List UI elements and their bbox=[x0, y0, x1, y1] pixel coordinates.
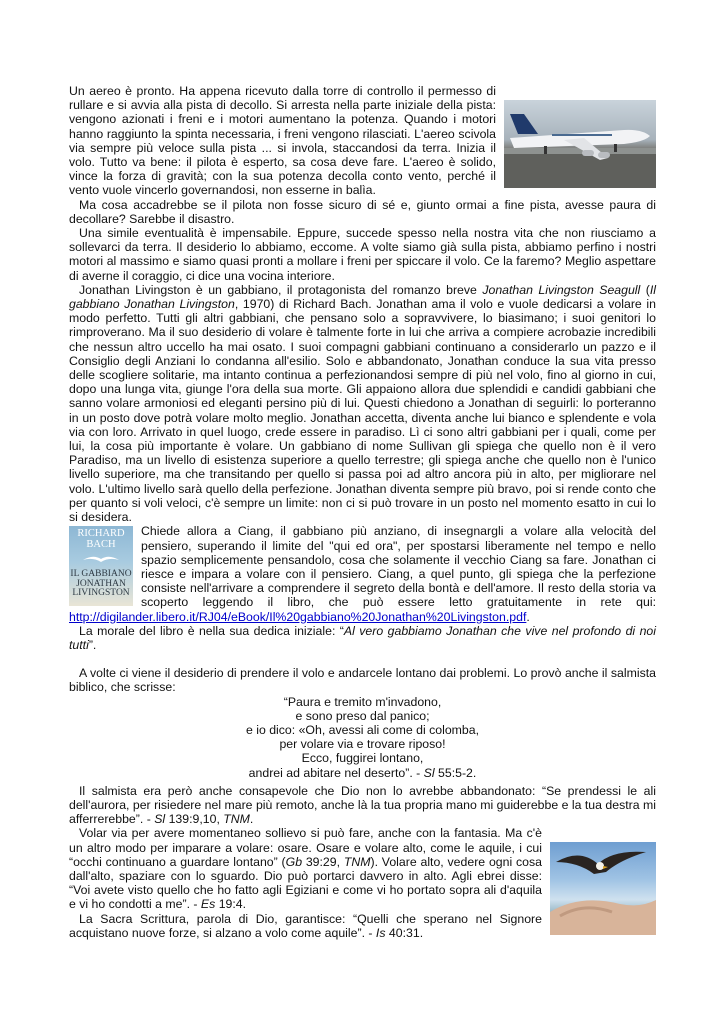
document-page bbox=[69, 84, 656, 940]
poem-line-last: andrei ad abitare nel deserto”. - Sl 55:5-2. bbox=[248, 765, 477, 780]
paragraph-10: La Sacra Scrittura, parola di Dio, garantisce: “Quelli che sperano nel Signore acquistano nuove forze, si alzano a volo come aquile”. - Is 40:31. bbox=[69, 911, 542, 940]
paragraph-3: Una simile eventualità è impensabile. Eppure, succede spesso nella nostra vita che non riusciamo a sollevarci da terra. Il desiderio lo abbiamo, eccome. A volte siamo già sulla pista, abbiamo perfino i nostri motori al massimo e siamo quasi pronti a mollare i freni per spiccare il volo. Ce la faremo? Meglio aspettare di averne il coraggio, ci dice una vocina interiore. bbox=[69, 226, 656, 283]
ebook-link[interactable]: http://digilander.libero.it/RJ04/eBook/Il%20gabbiano%20Jonathan%20Livingston.pdf bbox=[69, 609, 527, 624]
poem-line: e sono preso dal panico; bbox=[295, 708, 430, 723]
psalm-quote bbox=[69, 695, 656, 780]
paragraph-1: Un aereo è pronto. Ha appena ricevuto dalla torre di controllo il permesso di rullare e si avvia alla pista di decollo. Si arresta nella parte iniziale della pista: vengono azionati i freni e i motori aumentano la potenza. Quando i motori hanno raggiunto la spinta necessaria, i freni vengono rilasciati. L'aereo scivola via sempre più veloce sulla pista ... si invola, staccandosi da terra. Inizia il volo. Tutto va bene: il pilota è esperto, sa cosa deve fare. L'aereo è solido, vince la forza di gravità; con la sua potenza decolla conto vento, perché il vento vuole vincerlo governandosi, non esserne in balìa. bbox=[69, 84, 496, 198]
poem-line: e io dico: «Oh, avessi ali come di colomba, bbox=[245, 722, 480, 737]
paragraph-4: Jonathan Livingston è un gabbiano, il protagonista del romanzo breve Jonathan Livingston Seagull (Il gabbiano Jonathan Livingston, 1970) di Richard Bach. Jonathan ama il volo e vuole dedicarsi a volare in modo perfetto. Tutti gli altri gabbiani, che pensano solo a sopravvivere, lo biasimano; i suoi genitori lo rimproverano. Ma il suo desiderio di volare è talmente forte in lui che arriva a compiere acrobazie incredibili che nessun altro uccello ha mai osato. I suoi compagni gabbiani continuano a considerarlo un pazzo e il Consiglio degli Anziani lo condanna all'esilio. Solo e abbandonato, Jonathan conduce la sua vita presso delle scogliere solitarie, ma intanto continua a perfezionandosi sempre di più nel volo, fino al giorno in cui, dopo una lunga vita, giunge l'ora della sua morte. Gli appaiono allora due splendidi e candidi gabbiani che sanno volare armoniosi ed eleganti persino più di lui. Questi chiedono a Jonathan di seguirli: lo porteranno in un posto dove potrà volare molto meglio. Jonathan accetta, diventa anche lui bianco e splendente e vola via con loro. Arrivato in quel luogo, crede essere in paradiso. Lì ci sono altri gabbiani per i quali, come per lui, la cosa più importante è volare. Un gabbiano di nome Sullivan gli spiega che quello non è il vero Paradiso, ma un livello di esistenza superiore a quello terrestre; gli spiega anche che quello non è l'unico livello superiore, ma che transitando per quello si passa poi ad altro ancora più in alto, per migliorare nel volo. L'ultimo livello sarà quello della perfezione. Jonathan diventa sempre più bravo, poi si rende conto che per quanto si voli veloci, c'è sempre un limite: non ci si può trovare in un posto nel momento esatto in cui lo si desidera. bbox=[69, 282, 656, 525]
poem-line: “Paura e tremito m'invadono, bbox=[283, 694, 442, 709]
paragraph-7: A volte ci viene il desiderio di prendere il volo e andarcele lontano dai problemi. Lo provò anche il salmista biblico, che scrisse: bbox=[69, 666, 656, 695]
book-cover-title: IL GABBIANO JONATHAN LIVINGSTON bbox=[70, 569, 132, 599]
paragraph-6: La morale del libro è nella sua dedica iniziale: “Al vero gabbiamo Jonathan che vive nel profondo di noi tutti”. bbox=[69, 623, 656, 652]
paragraph-2: Ma cosa accadrebbe se il pilota non fosse sicuro di sé e, giunto ormai a fine pista, avesse paura di decollare? Sarebbe il disastro. bbox=[69, 197, 656, 226]
eagle-photo bbox=[550, 842, 656, 935]
book-cover-image bbox=[69, 526, 133, 606]
paragraph-5: Chiede allora a Ciang, il gabbiano più anziano, di insegnargli a volare alla velocità del pensiero, superando il limite del "qui ed ora", per spostarsi liberamente nel tempo e nello spazio semplicemente pensandolo, cosa che solamente il vecchio Ciang sa fare. Jonathan ci riesce e impara a volare con il pensiero. Ciang, a quel punto, gli spiega che la perfezione consiste nell'arrivare a comprendere il segreto della bontà e dell'amore. Il resto della storia va scoperto leggendo il libro, che può essere letto gratuitamente in rete qui: http://digilander.libero.it/RJ04/eBook/Il%20gabbiano%20Jonathan%20Livingston.pdf. bbox=[69, 524, 656, 624]
airplane-photo bbox=[504, 100, 656, 188]
paragraph-8: Il salmista era però anche consapevole che Dio non lo avrebbe abbandonato: “Se prendessi le ali dell'aurora, per risiedere nel mare più remoto, anche là la tua propria mano mi guiderebbe e la tua destra mi afferrerebbe”. - Sl 139:9,10, TNM. bbox=[69, 783, 656, 827]
paragraph-9: Volar via per avere momentaneo sollievo si può fare, anche con la fantasia. Ma c'è un altro modo per imparare a volare: osare. Osare e volare alto, come le aquile, i cui “occhi continuano a guardare lontano” (Gb 39:29, TNM). Volare alto, vedere ogni cosa dall'alto, spaziare con lo sguardo. Dio può portarci davvero in alto. Agli ebrei disse: “Voi avete visto quello che ho fatto agli Egiziani e come vi ho portato sopra ali d'aquila e vi ho condotti a me”. - Es 19:4. bbox=[69, 826, 542, 912]
book-cover-author: RICHARD BACH bbox=[77, 528, 125, 551]
poem-line: Ecco, fuggirei lontano, bbox=[301, 751, 424, 766]
poem-line: per volare via e trovare riposo! bbox=[279, 737, 446, 752]
